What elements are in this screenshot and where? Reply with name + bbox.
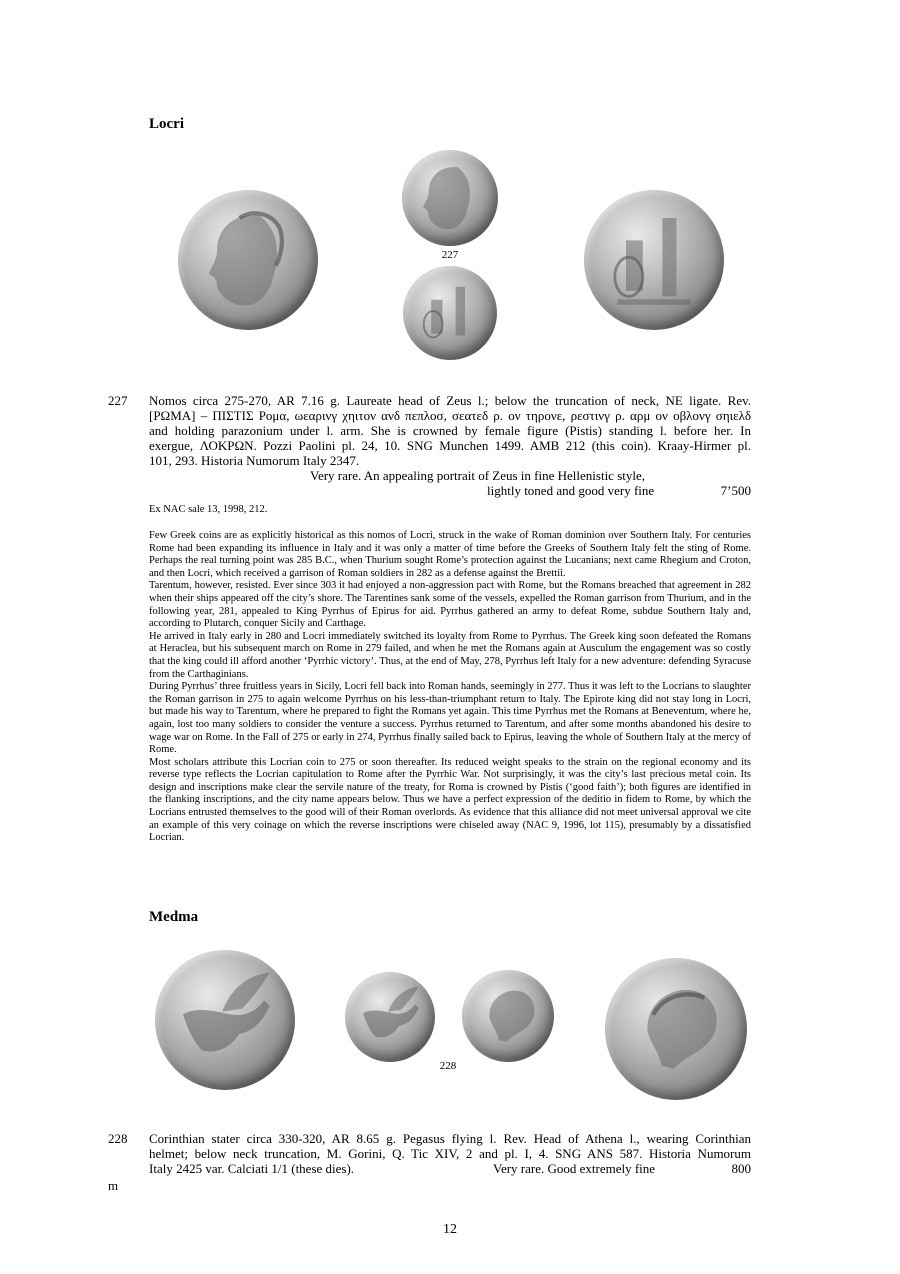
grade-line: lightly toned and good very fine [487,483,655,498]
commentary-paragraph: He arrived in Italy early in 280 and Locri immediately switched its loyalty from Rome to Pyrrhus. The Greek king soon defeated the Romans at Heraclea, but his subsequent march on Rome in 279 failed, and when he met the Romans again at Ausculum the engagement was so costly that the king could ill afford another ‘Pyrrhic victory’. Thus, at the end of May, 278, Pyrrhus left Italy for a new adventure: defending Syracuse from the Carthaginians. [149,630,751,680]
estimate: 800 [731,1161,751,1176]
commentary-paragraph: During Pyrrhus’ three fruitless years in Sicily, Locri fell back into Roman hands, seemingly in 277. Thus it was left to the Locrians to slaughter the Roman garrison in 275 to again welcome Pyrrhus on his less-than-triumphant return to Italy. The Epirote king did not stay long in Locri, but made his way to Tarentum, where he prepared to fight the Romans yet again. This time Pyrrhus met the Romans at Beneventum, where he, again, lost too many soldiers to consider the venture a success. Pyrrhus returned to Tarentum, and after some months abandoned his desire to wage war on Rome. In the Fall of 275 or early in 274, Pyrrhus finally sailed back to Epirus, leaving the whole of Southern Italy at the mercy of Rome. [149,681,751,756]
section-heading-medma: Medma [149,909,199,925]
description-line: exergue, ΛΟΚΡΩΝ. Pozzi Paolini pl. 24, 10. SNG Munchen 1499. AMB 212 (this coin). Kraay-Hirmer pl. [149,438,751,453]
commentary-paragraph: Tarentum, however, resisted. Ever since 303 it had enjoyed a non-aggression pact with Rome, but the Romans breached that agreement in 282 when their ships appeared off the city’s shore. The Tarentines sank some of the vessels, expelled the Roman garrison from Thurium, and in the following year, 281, appealed to King Pyrrhus of Epirus for aid. Pyrrhus gathered an army to defeat Rome, subdue Southern Italy and, according to Plutarch, conquer Sicily and Carthage. [149,580,751,630]
plate-label-227: 227 [441,249,459,261]
page-number: 12 [443,1222,457,1237]
roma-reverse-small-coin-image [403,266,497,360]
description-line: Italy 2425 var. Calciati 1/1 (these dies). [149,1161,355,1176]
zeus-obverse-large-coin-image [178,190,318,330]
stray-mark: m [108,1178,119,1193]
description-line: 101, 293. Historia Numorum Italy 2347. [149,453,360,468]
description-line: [ΡΩΜΑ] – ΠΙΣΤΙΣ Ρομα, ωεαρινγ χηιτον ανδ πεπλοσ, σεατεδ ρ. ον τηρονε, ρεστινγ ρ. αρμ ον οβλονγ σηιελδ [149,408,751,423]
provenance: Ex NAC sale 13, 1998, 212. [149,504,268,515]
plate-label-228: 228 [439,1060,457,1072]
description-line: Nomos circa 275-270, AR 7.16 g. Laureate head of Zeus l.; below the truncation of neck, NE ligate. Rev. [149,393,751,408]
pegasus-obverse-small-coin-image [345,972,435,1062]
grade-line: Very rare. An appealing portrait of Zeus in fine Hellenistic style, [310,468,646,483]
pegasus-obverse-large-coin-image [155,950,295,1090]
athena-reverse-large-coin-image [605,958,747,1100]
lot-description [149,393,751,468]
commentary-paragraph: Most scholars attribute this Locrian coin to 275 or soon thereafter. Its reduced weight speaks to the strain on the regional economy and its reverse type reflects the Locrian capitulation to Rome after the Pyrrhic War. Not surprisingly, it was the city’s last precious metal coin. Its design and inscriptions make clear the servile nature of the treaty, for Roma is crowned by Pistis (‘good faith’); both figures are identified in the flanking inscriptions, and the city name appears below. Thus we have a perfect expression of the deditio in fidem to Rome, by which the Locrians entrusted themselves to the good will of their Roman overlords. As evidence that this alliance did not meet universal approval we cite an example of this very coinage on which the reverse inscriptions were chiseled away (NAC 9, 1996, lot 115), presumably by a dissatisfied Locrian. [149,756,751,844]
commentary [149,530,751,845]
description-line: and holding parazonium under l. arm. She is crowned by female figure (Pistis) standing l. before her. In [149,423,751,438]
description-line: Corinthian stater circa 330-320, AR 8.65 g. Pegasus flying l. Rev. Head of Athena l., wearing Corinthian [149,1131,751,1146]
lot-number: 228 [108,1131,128,1146]
section-heading-locri: Locri [149,116,184,132]
description-line: helmet; below neck truncation, M. Gorini, Q. Tic XIV, 2 and pl. I, 4. SNG ANS 587. Historia Numorum [149,1146,751,1161]
commentary-paragraph: Few Greek coins are as explicitly historical as this nomos of Locri, struck in the wake of Roman dominion over Southern Italy. For centuries Rome had been expanding its influence in Italy and it was only a matter of time before the Greeks of Southern Italy felt the sting of Rome. Perhaps the real turning point was 285 B.C., when Thurium sought Rome’s protection against the Lucanians; next came Rhegium and Croton, and then Locri, which received a garrison of Roman soldiers in 282 as a defense against the Brettii. [149,530,751,579]
athena-reverse-small-coin-image [462,970,554,1062]
lot-description [149,1131,751,1161]
estimate: 7’500 [720,483,751,498]
grade-line: Very rare. Good extremely fine [493,1161,656,1176]
zeus-obverse-small-coin-image [402,150,498,246]
roma-reverse-large-coin-image [584,190,724,330]
lot-number: 227 [108,393,128,408]
